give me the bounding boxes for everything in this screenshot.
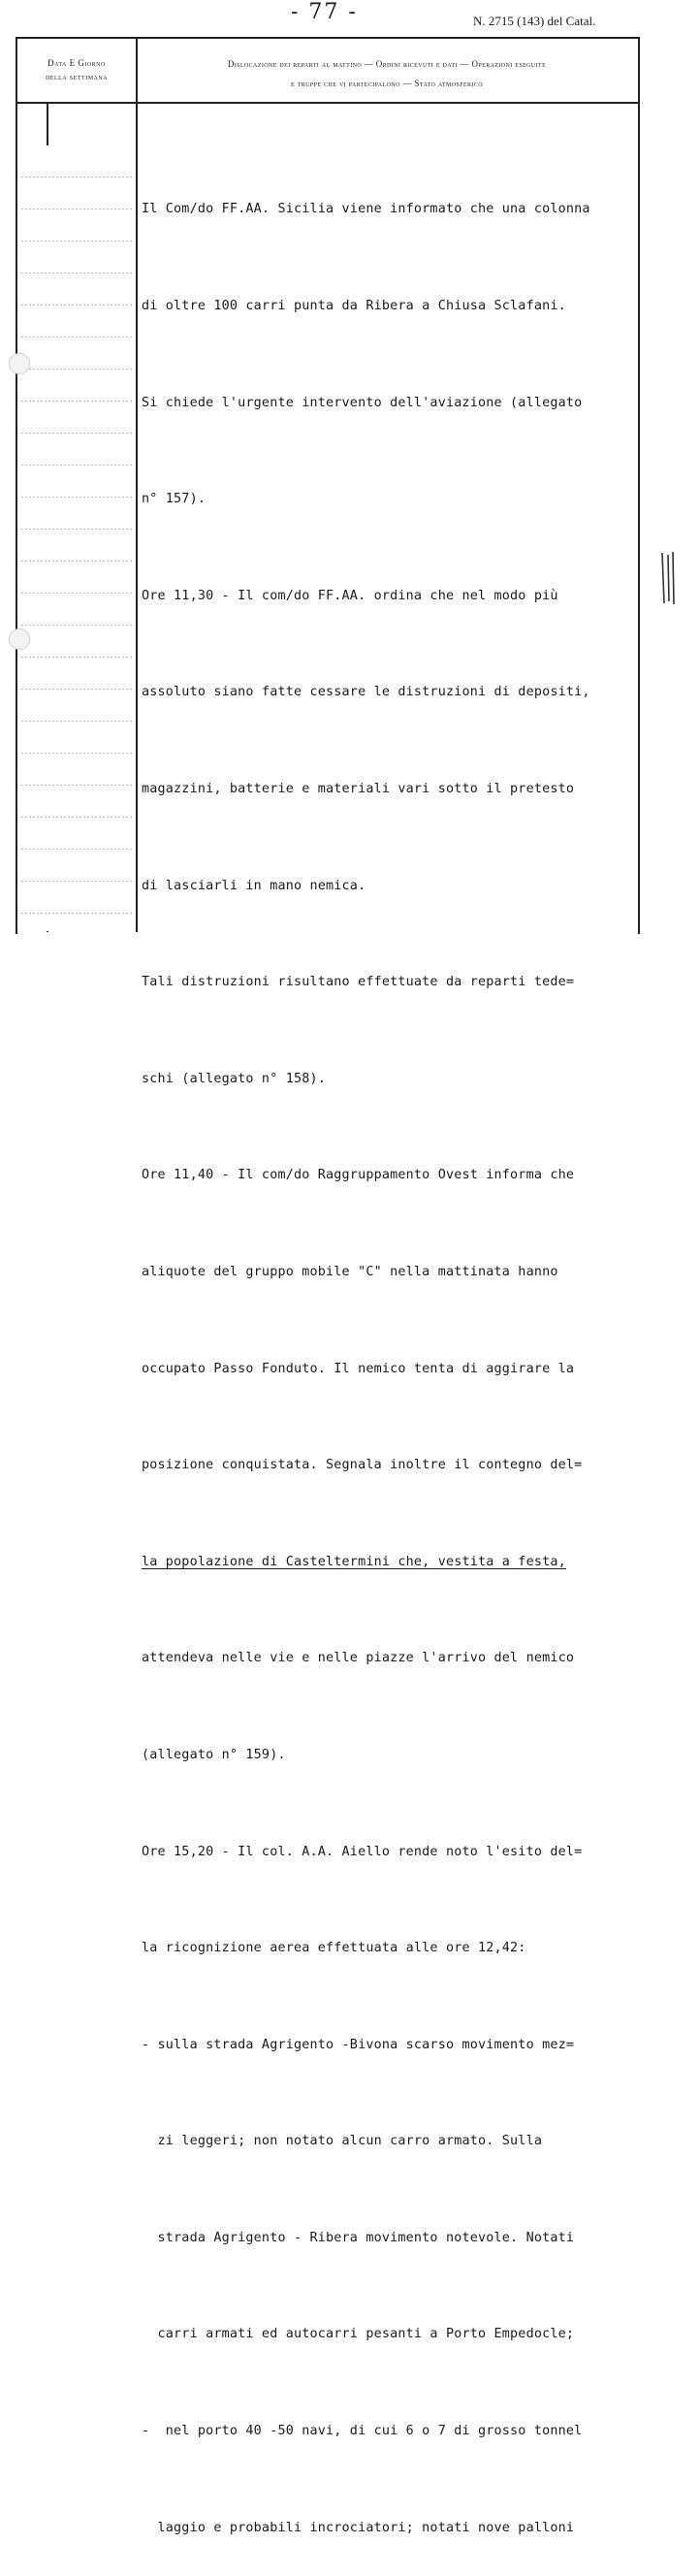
- binder-hole: [9, 628, 30, 650]
- binder-hole: [9, 353, 30, 374]
- text-line: strada Agrigento - Ribera movimento notevole. Notati: [142, 2230, 575, 2245]
- text-line: n° 157).: [142, 492, 207, 507]
- text-line: aliquote del gruppo mobile "C" nella mattinata hanno: [142, 1264, 558, 1279]
- catalog-reference: N. 2715 (143) del Catal.: [473, 14, 596, 28]
- text-line: (allegato n° 159).: [142, 1747, 286, 1762]
- text-line: la popolazione di Casteltermini che, vestita a festa,: [142, 1554, 566, 1569]
- text-line: Il Com/do FF.AA. Sicilia viene informato che una colonna: [142, 202, 590, 217]
- text-line: - nel porto 40 -50 navi, di cui 6 o 7 di grosso tonnel: [142, 2424, 583, 2439]
- date-column-header: [21, 56, 132, 83]
- text-line: assoluto siano fatte cessare le distruzioni di depositi,: [142, 685, 590, 700]
- text-line: schi (allegato n° 158).: [142, 1071, 327, 1086]
- operations-column-header: [142, 54, 632, 93]
- text-line: Ore 15,20 - Il col. A.A. Aiello rende noto l'esito del=: [142, 1844, 583, 1859]
- text-line: Ore 11,40 - Il com/do Raggruppamento Ovest informa che: [142, 1168, 575, 1183]
- page-number: - 77 -: [291, 0, 358, 24]
- text-line: Tali distruzioni risultano effettuate da reparti tede=: [142, 975, 575, 990]
- date-header-line1: Data E Giorno: [48, 58, 106, 68]
- typed-report-text: [142, 129, 646, 2576]
- text-line: di oltre 100 carri punta da Ribera a Chiusa Sclafani.: [142, 299, 566, 313]
- ops-header-line2: e truppe che vi partecipalono — Stato atmosferico: [291, 79, 483, 88]
- ops-header-line1: Dislocazione dei reparti al mattino — Ordini ricevuti e dati — Operazioni eseguite: [227, 59, 547, 69]
- date-header-line2: della settimana: [45, 72, 109, 81]
- margin-pen-mark: [659, 551, 677, 605]
- text-line: Si chiede l'urgente intervento dell'aviazione (allegato: [142, 395, 583, 410]
- text-line: occupato Passo Fonduto. Il nemico tenta di aggirare la: [142, 1361, 575, 1376]
- text-line: - sulla strada Agrigento -Bivona scarso movimento mez=: [142, 2037, 575, 2052]
- text-line: carri armati ed autocarri pesanti a Porto Empedocle;: [142, 2327, 575, 2342]
- text-line: laggio e probabili incrociatori; notati nove palloni: [142, 2520, 575, 2535]
- text-line: attendeva nelle vie e nelle piazze l'arrivo del nemico: [142, 1651, 575, 1666]
- text-line: zi leggeri; non notato alcun carro armato. Sulla: [142, 2134, 543, 2149]
- date-column-ruling: [19, 145, 134, 931]
- text-line: la ricognizione aerea effettuata alle ore 12,42:: [142, 1941, 526, 1956]
- text-line: posizione conquistata. Segnala inoltre il contegno del=: [142, 1458, 583, 1473]
- text-line: magazzini, batterie e materiali vari sotto il pretesto: [142, 781, 575, 796]
- text-line: Ore 11,30 - Il com/do FF.AA. ordina che nel modo più: [142, 588, 558, 603]
- text-line: di lasciarli in mano nemica.: [142, 878, 366, 893]
- header-divider: [16, 102, 638, 104]
- column-divider: [136, 37, 138, 932]
